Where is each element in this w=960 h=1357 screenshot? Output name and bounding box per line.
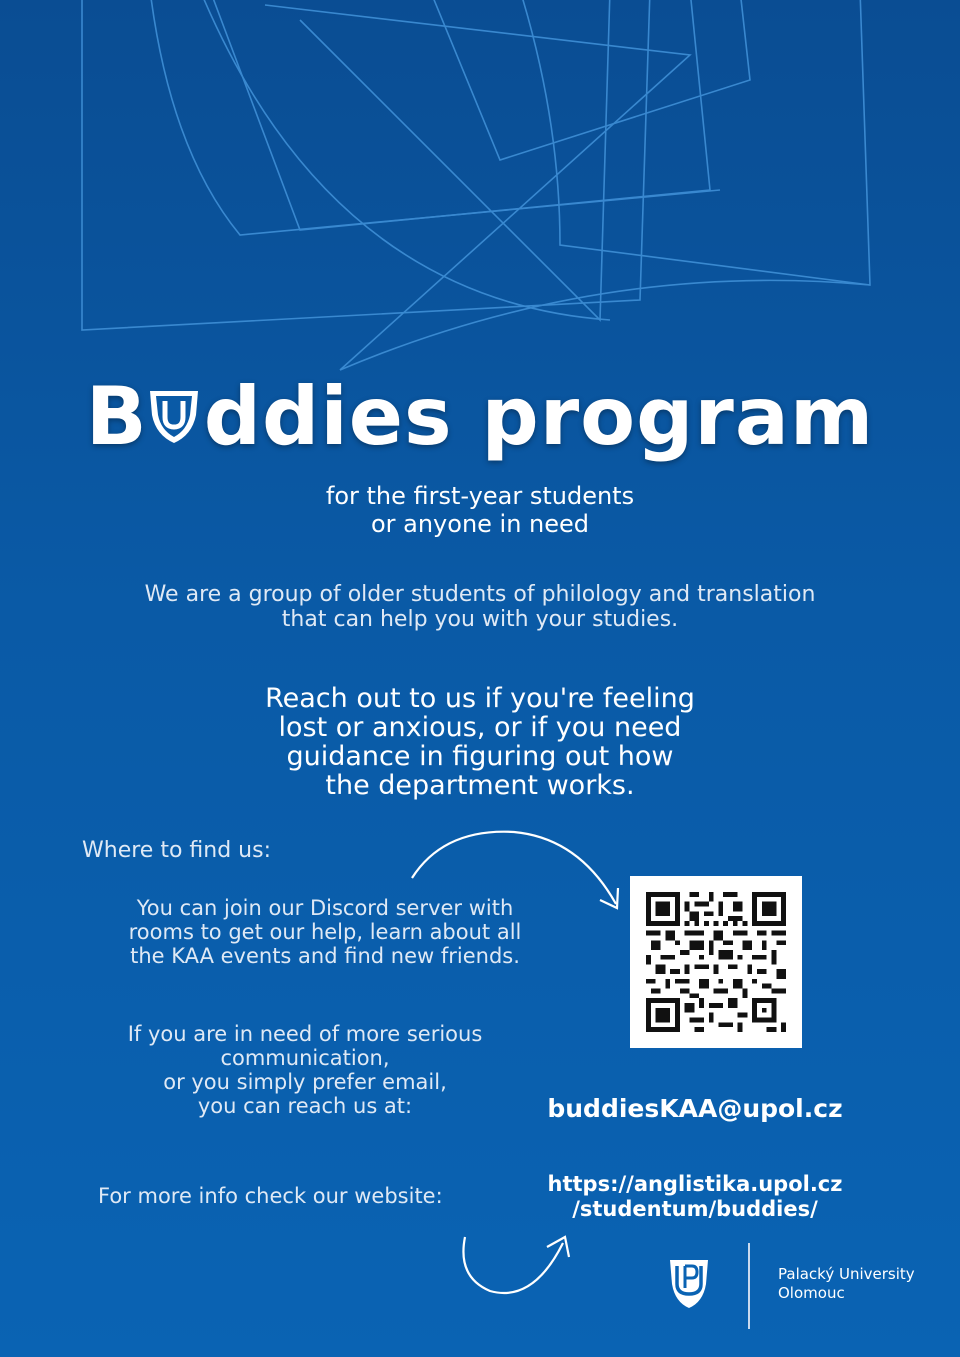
reach-out-text [180,684,780,800]
website-link[interactable] [520,1172,870,1222]
curved-arrow-icon [404,820,634,920]
university-name-line: Olomouc [778,1284,845,1302]
upol-shield-icon [668,1258,710,1310]
reach-line: guidance in figuring out how [286,741,674,772]
qr-code-icon [646,892,786,1032]
discord-line: rooms to get our help, learn about all [128,920,522,944]
shield-u-icon [146,381,202,445]
email-info-line: communication, [220,1046,390,1070]
email-info-text [60,1022,550,1118]
logo-divider [748,1243,750,1329]
qr-code[interactable] [630,876,802,1048]
website-url-line: /studentum/buddies/ [572,1197,818,1221]
discord-line: the KAA events and find new friends. [130,944,520,968]
discord-line: You can join our Discord server with [136,896,514,920]
intro-line: that can help you with your studies. [281,607,679,632]
website-label: For more info check our website: [98,1184,443,1208]
subtitle-line: for the first-year students [325,482,635,510]
email-info-line: or you simply prefer email, [163,1070,447,1094]
title-text: ddies program [203,370,875,463]
curved-arrow-icon [455,1225,585,1305]
subtitle-line: or anyone in need [370,510,590,538]
title-letter-b: B [85,370,148,463]
decorative-line-pattern [0,0,960,380]
email-link[interactable]: buddiesKAA@upol.cz [547,1094,843,1123]
university-name-line: Palacký University [778,1265,915,1283]
reach-line: the department works. [325,770,635,801]
university-name [778,1265,915,1303]
email-info-line: If you are in need of more serious [127,1022,483,1046]
intro-line: We are a group of older students of philology and translation [144,582,816,607]
reach-line: Reach out to us if you're feeling [265,683,695,714]
intro-text [40,582,920,632]
subtitle [0,482,960,538]
page-title [0,370,960,463]
email-info-line: you can reach us at: [197,1094,413,1118]
where-to-find-label: Where to find us: [82,838,271,863]
reach-line: lost or anxious, or if you need [278,712,682,743]
website-url-line: https://anglistika.upol.cz [547,1172,843,1196]
